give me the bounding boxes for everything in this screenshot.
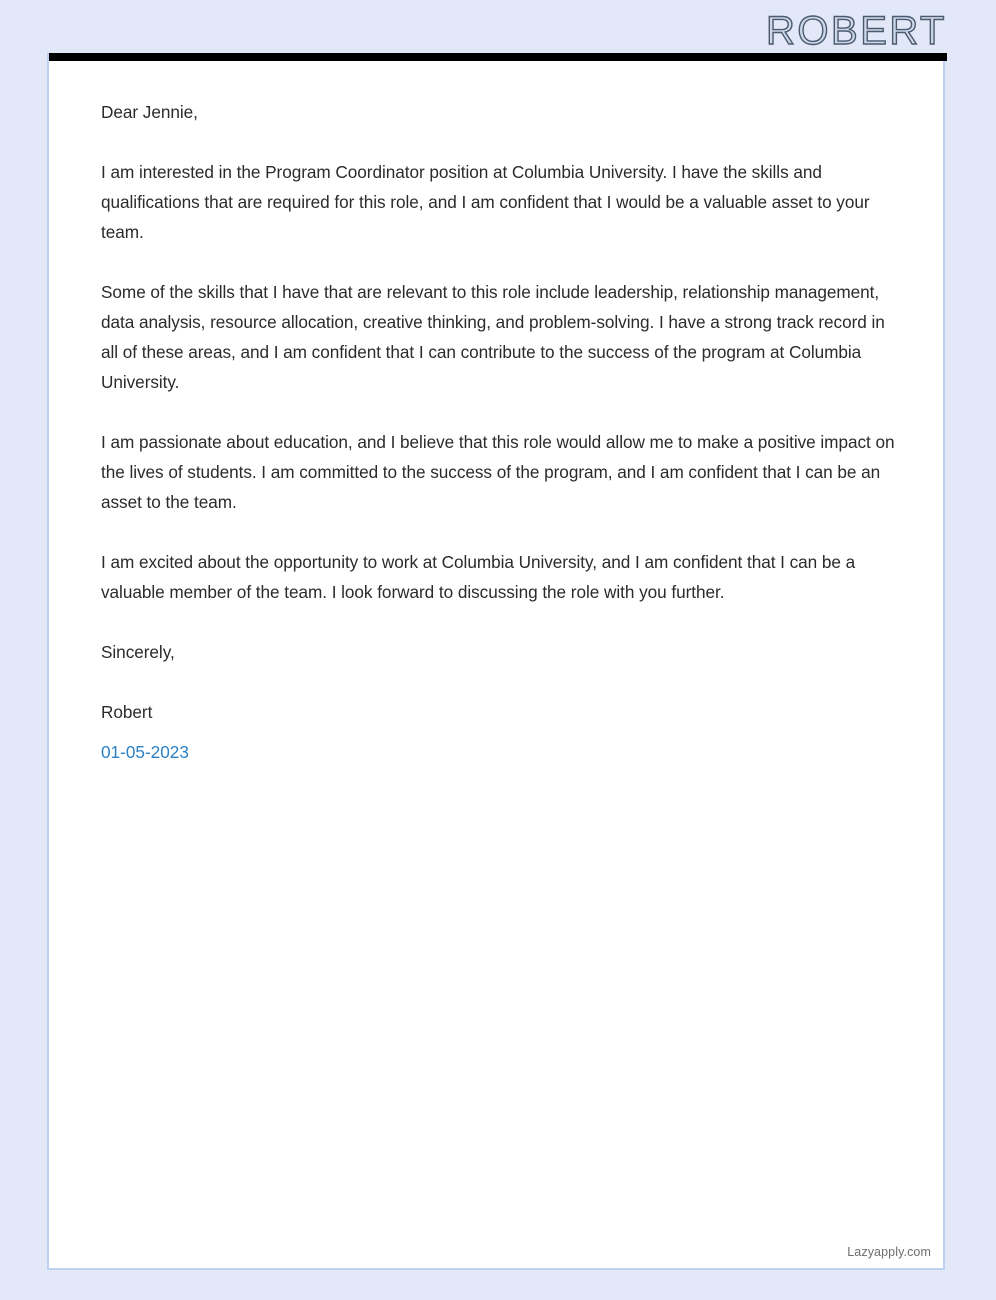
letter-closing: Sincerely, bbox=[101, 642, 175, 662]
letter-page bbox=[47, 53, 945, 1270]
letter-paragraph-3: I am passionate about education, and I believe that this role would allow me to make a positive impact on the lives of students. I am committed to the success of the program, and I am confident that I can be an asset to the team. bbox=[101, 432, 895, 512]
candidate-name-heading: ROBERT bbox=[766, 9, 947, 53]
letter-body bbox=[101, 97, 897, 767]
letter-paragraph-4: I am excited about the opportunity to work at Columbia University, and I am confident that I can be a valuable member of the team. I look forward to discussing the role with you further. bbox=[101, 552, 856, 602]
letter-signer-name: Robert bbox=[101, 702, 153, 722]
letter-paragraph-1: I am interested in the Program Coordinator position at Columbia University. I have the skills and qualifications that are required for this role, and I am confident that I would be a valuable asset to your team. bbox=[101, 162, 870, 242]
page-top-rule bbox=[49, 53, 947, 61]
footer-brand: Lazyapply.com bbox=[847, 1245, 931, 1259]
letter-date: 01-05-2023 bbox=[101, 742, 189, 762]
letter-paragraph-2: Some of the skills that I have that are relevant to this role include leadership, relationship management, data analysis, resource allocation, creative thinking, and problem-solving. I have a strong track record in all of these areas, and I am confident that I can contribute to the success of the program at Columbia University. bbox=[101, 282, 885, 392]
letterhead-band bbox=[0, 0, 996, 53]
letter-salutation: Dear Jennie, bbox=[101, 102, 198, 122]
